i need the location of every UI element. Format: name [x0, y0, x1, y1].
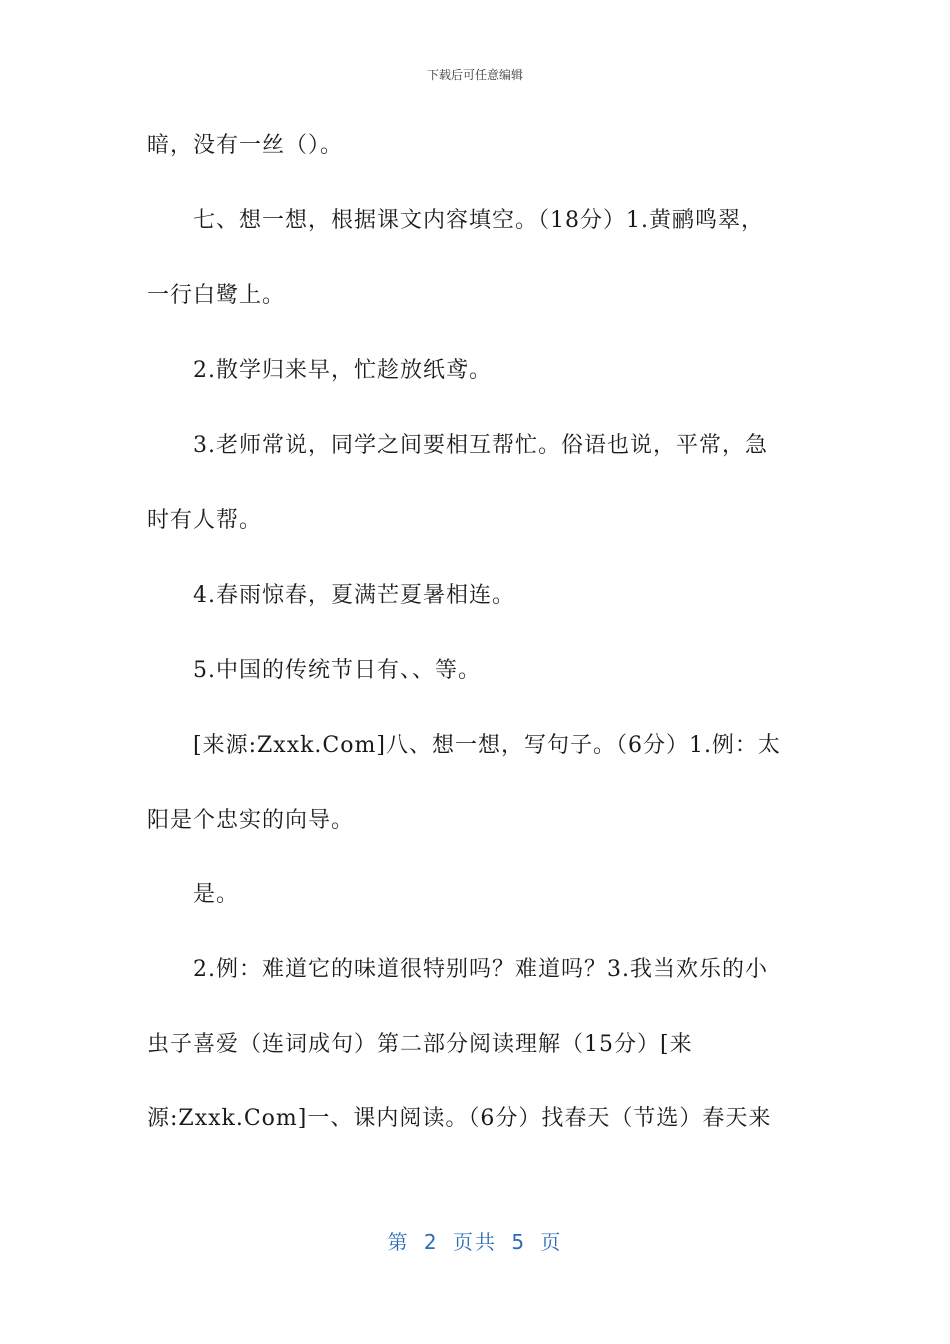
text-line: 七、想一想，根据课文内容填空。（18分）1.黄鹂鸣翠，	[193, 208, 764, 233]
page-header: 下载后可任意编辑	[426, 68, 523, 82]
text-line: 2.例：难道它的味道很特别吗？难道吗？3.我当欢乐的小	[193, 957, 768, 982]
text-line: [来源:Zxxk.Com]八、想一想，写句子。（6分）1.例：太	[193, 733, 781, 758]
text-line: 5.中国的传统节日有、、等。	[193, 658, 481, 683]
text-line: 阳是个忠实的向导。	[147, 808, 355, 833]
text-line: 源:Zxxk.Com]一、课内阅读。（6分）找春天（节选）春天来	[147, 1106, 772, 1131]
text-line: 2.散学归来早，忙趁放纸鸢。	[193, 358, 492, 383]
page-number-footer: 第 2 页共 5 页	[387, 1230, 563, 1254]
text-line: 暗，没有一丝（）。	[147, 133, 344, 158]
text-line: 时有人帮。	[147, 508, 263, 533]
text-line: 4.春雨惊春，夏满芒夏暑相连。	[193, 583, 515, 608]
text-line: 3.老师常说，同学之间要相互帮忙。俗语也说，平常，急	[193, 433, 768, 458]
text-line: 虫子喜爱（连词成句）第二部分阅读理解（15分）[来	[147, 1032, 693, 1057]
text-line: 是。	[193, 882, 240, 907]
text-line: 一行白鹭上。	[147, 283, 286, 308]
